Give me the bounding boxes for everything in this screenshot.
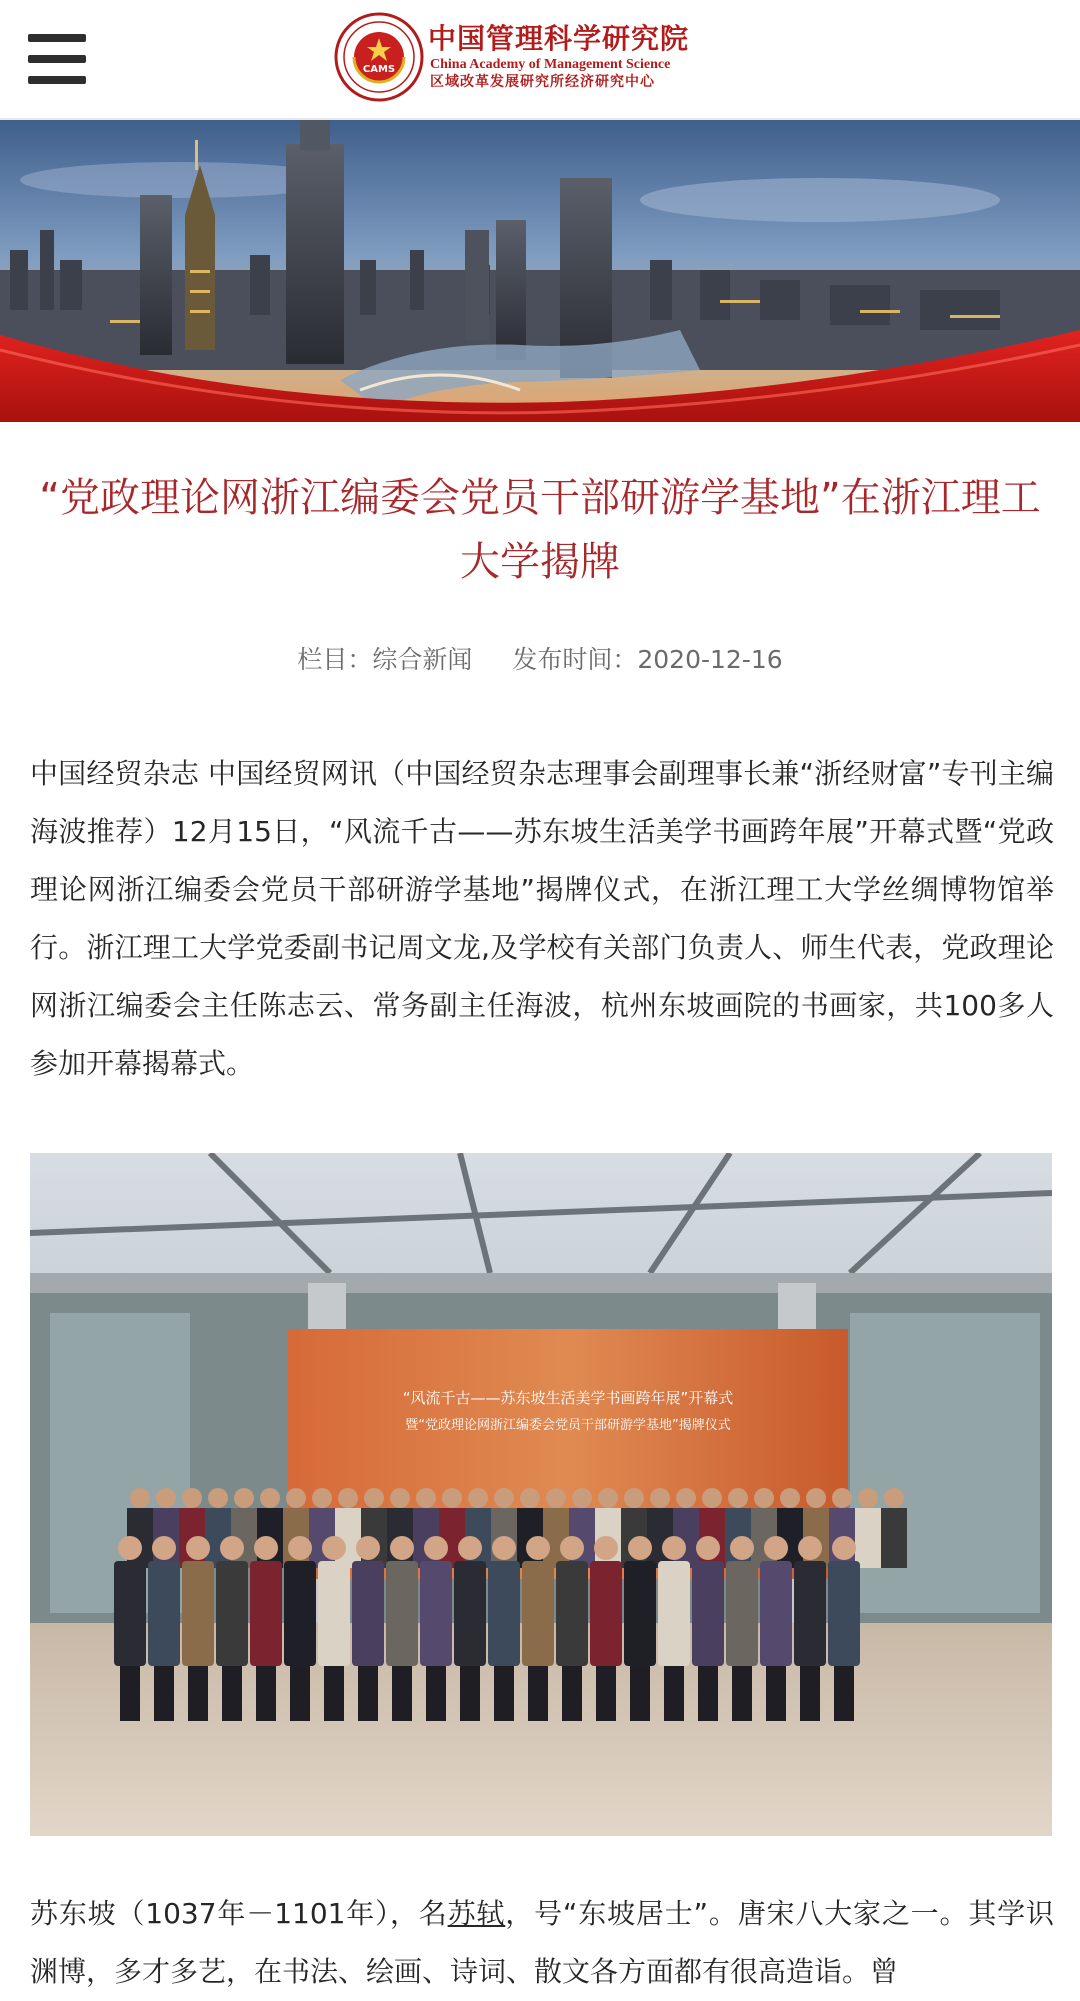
- logo-name-cn: 中国管理科学研究院: [428, 22, 690, 55]
- sushi-link[interactable]: 苏轼: [447, 1897, 506, 1930]
- svg-text:暨“党政理论网浙江编委会党员干部研游学基地”揭牌仪式: 暨“党政理论网浙江编委会党员干部研游学基地”揭牌仪式: [405, 1418, 731, 1433]
- article-meta: [0, 640, 1080, 676]
- hamburger-menu-icon[interactable]: [28, 34, 86, 84]
- event-group-photo: [30, 1153, 1052, 1836]
- logo-subtitle: 区域改革发展研究所经济研究中心: [430, 74, 655, 90]
- svg-text:“风流千古——苏东坡生活美学书画跨年展”开幕式: “风流千古——苏东坡生活美学书画跨年展”开幕式: [402, 1389, 734, 1407]
- top-header: [0, 0, 1080, 120]
- logo-name-en: China Academy of Management Science: [430, 57, 671, 72]
- article-title: “党政理论网浙江编委会党员干部研游学基地”在浙江理工大学揭牌: [39, 475, 1041, 585]
- article-column: 栏目：综合新闻: [297, 645, 473, 674]
- article-paragraph-1: 中国经贸杂志 中国经贸网讯（中国经贸杂志理事会副理事长兼“浙经财富”专刊主编海波推荐）12月15日，“风流千古——苏东坡生活美学书画跨年展”开幕式暨“党政理论网浙江编委会党员干部研游学基地”揭牌仪式，在浙江理工大学丝绸博物馆举行。浙江理工大学党委副书记周文龙,及学校有关部门负责人、师生代表，党政理论网浙江编委会主任陈志云、常务副主任海波，杭州东坡画院的书画家，共100多人参加开幕揭幕式。: [30, 757, 1054, 1080]
- site-logo[interactable]: [334, 12, 724, 108]
- svg-text:CAMS: CAMS: [362, 64, 396, 75]
- city-skyline-banner: [0, 120, 1080, 422]
- cams-seal-icon: [334, 12, 424, 102]
- article-date: 发布时间：2020-12-16: [512, 645, 783, 674]
- article-paragraph-2: 苏东坡（1037年－1101年），名苏轼，号“东坡居士”。唐宋八大家之一。其学识渊博，多才多艺，在书法、绘画、诗词、散文各方面都有很高造诣。曾: [30, 1897, 1054, 1988]
